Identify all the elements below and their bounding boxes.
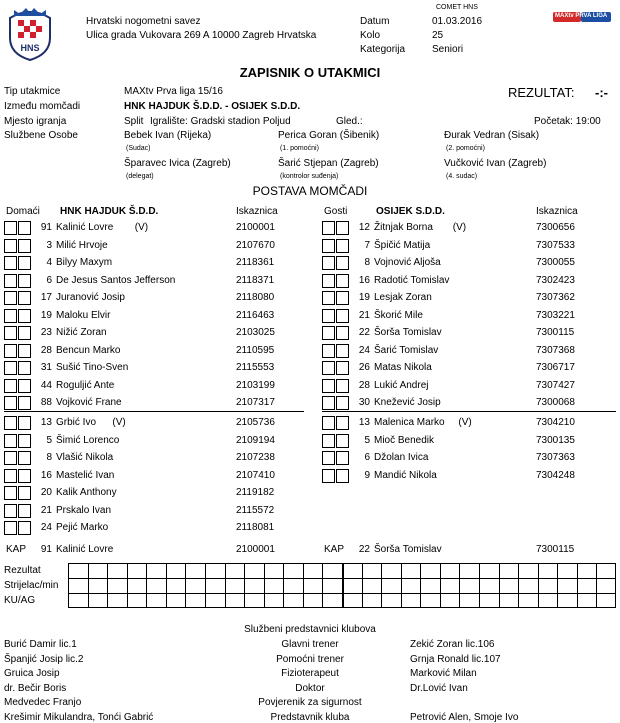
grid-column-line — [577, 563, 578, 608]
player-name: Milić Hrvoje — [56, 239, 108, 251]
player-id: 7300656 — [536, 222, 575, 233]
player-checkbox[interactable] — [4, 379, 17, 393]
player-name: Džolan Ivica — [374, 452, 429, 463]
player-name: Knežević Josip — [374, 397, 441, 408]
official-role: (delegat) — [126, 173, 154, 180]
away-representative: Grnja Ronald lic.107 — [410, 653, 501, 665]
official-role: (4. sudac) — [446, 173, 478, 180]
player-id: 7307427 — [536, 379, 575, 391]
player-number: 8 — [364, 257, 370, 268]
away-representative: Petrović Alen, Smoje Ivo — [410, 711, 519, 723]
player-number: 9 — [364, 469, 370, 481]
ground-value: Igralište: Gradski stadion Poljud — [150, 116, 291, 127]
player-id: 7307368 — [536, 344, 575, 356]
player-number: 23 — [40, 327, 52, 338]
player-checkbox[interactable] — [322, 451, 335, 465]
player-name: Lukić Andrej — [374, 379, 429, 391]
player-number: 4 — [46, 257, 52, 268]
grid-column-line — [88, 563, 89, 608]
away-representative: Marković Milan — [410, 668, 477, 679]
result-value: -:- — [595, 85, 608, 100]
player-number: 21 — [40, 504, 52, 516]
player-name: Mioč Benedik — [374, 434, 435, 446]
home-subs-divider — [4, 411, 304, 412]
club-reps-title: Službeni predstavnici klubova — [244, 624, 376, 635]
player-number: 44 — [40, 379, 52, 391]
player-checkbox[interactable] — [4, 326, 17, 340]
grid-column-line — [225, 563, 226, 608]
player-checkbox[interactable] — [322, 291, 335, 305]
grid-column-line — [303, 563, 304, 608]
player-name: Maloku Elvir — [56, 309, 111, 321]
federation-address: Ulica grada Vukovara 269 A 10000 Zagreb Hrvatska — [86, 30, 317, 41]
official-role: (1. pomoćni) — [280, 145, 319, 152]
player-name: Bilyy Maxym — [56, 257, 113, 268]
official-name: Šparavec Ivica (Zagreb) — [124, 158, 231, 169]
player-checkbox[interactable] — [4, 344, 17, 358]
player-name: Šorša Tomislav — [374, 327, 442, 338]
player-checkbox[interactable] — [322, 434, 335, 448]
player-checkbox[interactable] — [322, 361, 335, 375]
player-id: 7304210 — [536, 417, 575, 428]
player-id: 7300115 — [536, 327, 575, 338]
player-number: 6 — [364, 452, 370, 463]
result-label: REZULTAT: — [508, 85, 575, 100]
player-name: Prskalo Ivan — [56, 504, 112, 516]
player-checkbox[interactable] — [4, 434, 17, 448]
representative-role: Fizioterapeut — [281, 668, 339, 679]
grid-column-line — [362, 563, 363, 608]
player-number: 21 — [358, 309, 370, 321]
page-title: ZAPISNIK O UTAKMICI — [239, 65, 381, 80]
home-captain-name: Kalinić Lovre — [56, 544, 114, 555]
player-number: 28 — [40, 344, 52, 356]
grid-column-line — [518, 563, 519, 608]
player-checkbox[interactable] — [322, 256, 335, 270]
away-subs-divider — [322, 411, 616, 412]
player-id: 2118371 — [236, 274, 275, 286]
player-number: 3 — [46, 239, 52, 251]
official-role: (2. pomoćni) — [446, 145, 485, 152]
player-checkbox[interactable] — [4, 486, 17, 500]
representative-role: Glavni trener — [281, 639, 339, 650]
away-captain-id: 7300115 — [536, 544, 575, 555]
sponsor-text: MAXtv PRVA LIGA — [555, 13, 608, 19]
place-value: Split — [124, 116, 144, 127]
player-checkbox[interactable] — [322, 309, 335, 323]
player-id: 2107317 — [236, 397, 275, 408]
player-name: Špičić Matija — [374, 239, 431, 251]
cards-row-label: KU/AG — [4, 595, 36, 606]
officials-label: Službene Osobe — [4, 130, 78, 141]
player-name: Nižić Zoran — [56, 327, 107, 338]
match-type-label: Tip utakmice — [4, 86, 61, 97]
player-checkbox[interactable] — [322, 274, 335, 288]
player-number: 22 — [358, 327, 370, 338]
player-id: 7302423 — [536, 274, 575, 286]
home-representative: Medvedec Franjo — [4, 697, 82, 708]
player-number: 5 — [46, 434, 52, 446]
player-id: 2107410 — [236, 469, 275, 481]
grid-column-line — [342, 563, 344, 608]
category-value: Seniori — [432, 44, 464, 55]
category-label: Kategorija — [360, 44, 406, 55]
player-name: Malenica Marko — [374, 417, 445, 428]
home-captain-number: 91 — [40, 544, 52, 555]
player-number: 91 — [40, 222, 52, 233]
match-type-value: MAXtv Prva liga 15/16 — [124, 86, 223, 97]
player-name: Škorić Mile — [374, 309, 423, 321]
player-id: 2118081 — [236, 522, 275, 533]
player-number: 16 — [40, 469, 52, 481]
player-number: 28 — [358, 379, 370, 391]
grid-column-line — [596, 563, 597, 608]
player-checkbox[interactable] — [4, 361, 17, 375]
home-captain-label: KAP — [6, 544, 27, 555]
grid-column-line — [264, 563, 265, 608]
player-number: 5 — [364, 434, 370, 446]
grid-column-line — [185, 563, 186, 608]
grid-column-line — [166, 563, 167, 608]
player-checkbox[interactable] — [4, 416, 17, 430]
grid-column-line — [499, 563, 500, 608]
player-name: Bencun Marko — [56, 344, 121, 356]
player-id: 2109194 — [236, 434, 275, 446]
player-name: Kalinić Lovre — [56, 222, 114, 233]
grid-column-line — [440, 563, 441, 608]
player-id: 7307362 — [536, 292, 575, 303]
player-number: 12 — [358, 222, 370, 233]
player-name: Vojković Frane — [56, 397, 122, 408]
player-number: 24 — [40, 522, 52, 533]
player-checkbox[interactable] — [4, 221, 17, 235]
player-number: 13 — [40, 417, 52, 428]
kickoff-value: Početak: 19:00 — [534, 116, 601, 127]
date-value: 01.03.2016 — [432, 16, 483, 27]
player-number: 16 — [358, 274, 370, 286]
player-checkbox[interactable] — [322, 469, 335, 483]
player-id: 7307533 — [536, 239, 575, 251]
representative-role: Doktor — [295, 682, 325, 694]
away-id-header: Iskaznica — [536, 206, 578, 217]
grid-column-line — [283, 563, 284, 608]
home-id-header: Iskaznica — [236, 206, 278, 217]
federation-name: Hrvatski nogometni savez — [86, 16, 201, 27]
player-id: 2119182 — [236, 487, 275, 498]
scorer-row-label: Strijelac/min — [4, 580, 59, 591]
player-id: 2103199 — [236, 379, 275, 391]
away-captain-number: 22 — [358, 544, 370, 555]
grid-column-line — [107, 563, 108, 608]
player-number: 30 — [358, 397, 370, 408]
official-name: Šarić Stjepan (Zagreb) — [278, 158, 379, 169]
player-checkbox[interactable] — [4, 469, 17, 483]
player-checkbox[interactable] — [4, 396, 17, 410]
player-checkbox[interactable] — [322, 344, 335, 358]
player-id: 7300068 — [536, 397, 575, 408]
player-number: 19 — [358, 292, 370, 303]
player-checkbox[interactable] — [4, 504, 17, 518]
grid-column-line — [401, 563, 402, 608]
player-id: 7306717 — [536, 362, 575, 373]
player-checkbox[interactable] — [322, 239, 335, 253]
home-representative: Burić Damir lic.1 — [4, 639, 77, 650]
player-id: 7307363 — [536, 452, 575, 463]
grid-column-line — [420, 563, 421, 608]
goalkeeper-mark: (V) — [112, 417, 126, 428]
svg-text:HNS: HNS — [20, 43, 40, 53]
representative-role: Pomoćni trener — [276, 653, 344, 665]
teams-label: Između momčadi — [4, 101, 81, 112]
representative-role: Povjerenik za sigurnost — [258, 697, 362, 708]
official-name: Bebek Ivan (Rijeka) — [124, 130, 212, 141]
away-team-name: OSIJEK S.D.D. — [376, 206, 445, 217]
away-captain-label: KAP — [324, 544, 345, 555]
player-checkbox[interactable] — [4, 274, 17, 288]
player-name: De Jesus Santos Jefferson — [56, 274, 176, 286]
place-label: Mjesto igranja — [4, 116, 67, 127]
comet-label: COMET HNS — [436, 4, 478, 11]
player-name: Vlašić Nikola — [56, 452, 114, 463]
home-representative: Krešimir Mikulandra, Tonći Gabrić — [4, 711, 154, 723]
player-name: Pejić Marko — [56, 522, 109, 533]
player-id: 7304248 — [536, 469, 575, 481]
home-representative: dr. Bečir Boris — [4, 682, 67, 694]
player-name: Mastelić Ivan — [56, 469, 115, 481]
player-name: Žitnjak Borna — [374, 222, 433, 233]
grid-column-line — [381, 563, 382, 608]
official-name: Đurak Vedran (Sisak) — [444, 130, 540, 141]
player-checkbox[interactable] — [4, 239, 17, 253]
home-team-name: HNK HAJDUK Š.D.D. — [60, 206, 159, 217]
player-number: 7 — [364, 239, 370, 251]
goalkeeper-mark: (V) — [458, 417, 472, 428]
player-name: Juranović Josip — [56, 292, 125, 303]
player-name: Mandić Nikola — [374, 469, 437, 481]
grid-column-line — [205, 563, 206, 608]
player-checkbox[interactable] — [4, 256, 17, 270]
home-captain-id: 2100001 — [236, 544, 275, 555]
score-row-label: Rezultat — [4, 565, 41, 576]
date-label: Datum — [360, 16, 390, 27]
player-checkbox[interactable] — [322, 221, 335, 235]
player-number: 17 — [40, 292, 52, 303]
home-representative: Španjić Josip lic.2 — [4, 653, 84, 665]
player-name: Matas Nikola — [374, 362, 432, 373]
player-number: 20 — [40, 487, 52, 498]
player-number: 19 — [40, 309, 52, 321]
player-id: 2115572 — [236, 504, 275, 516]
player-id: 2116463 — [236, 309, 275, 321]
player-checkbox[interactable] — [322, 379, 335, 393]
official-role: (kontrolor suđenja) — [280, 173, 339, 180]
player-id: 2103025 — [236, 327, 275, 338]
official-role: (Sudac) — [126, 145, 151, 152]
home-representative: Gruica Josip — [4, 668, 60, 679]
grid-column-line — [538, 563, 539, 608]
player-number: 24 — [358, 344, 370, 356]
away-representative: Dr.Lović Ivan — [410, 682, 468, 694]
grid-column-line — [459, 563, 460, 608]
official-name: Vučković Ivan (Zagreb) — [444, 158, 547, 169]
goalkeeper-mark: (V) — [134, 222, 149, 233]
maxtv-league-logo — [553, 10, 613, 24]
grid-column-line — [557, 563, 558, 608]
away-representative: Zekić Zoran lic.106 — [410, 639, 495, 650]
player-id: 7300135 — [536, 434, 575, 446]
player-id: 2115553 — [236, 362, 275, 373]
player-id: 2100001 — [236, 222, 275, 233]
grid-column-line — [127, 563, 128, 608]
player-name: Sušić Tino-Sven — [56, 362, 129, 373]
player-name: Grbić Ivo — [56, 417, 97, 428]
player-number: 26 — [358, 362, 370, 373]
player-id: 2105736 — [236, 417, 275, 428]
player-checkbox[interactable] — [322, 396, 335, 410]
round-label: Kolo — [360, 30, 381, 41]
grid-column-line — [479, 563, 480, 608]
player-number: 6 — [46, 274, 52, 286]
player-number: 13 — [358, 417, 370, 428]
player-name: Vojnović Aljoša — [374, 257, 441, 268]
player-checkbox[interactable] — [322, 326, 335, 340]
grid-column-line — [146, 563, 147, 608]
player-name: Lesjak Zoran — [374, 292, 432, 303]
player-name: Šarić Tomislav — [374, 344, 439, 356]
player-checkbox[interactable] — [4, 291, 17, 305]
hns-crest-logo — [6, 4, 54, 65]
player-id: 7300055 — [536, 257, 575, 268]
away-side-label: Gosti — [324, 206, 348, 217]
spectators-label: Gled.: — [336, 116, 363, 127]
round-value: 25 — [432, 30, 444, 41]
player-number: 8 — [46, 452, 52, 463]
player-name: Kalik Anthony — [56, 487, 117, 498]
away-captain-name: Šorša Tomislav — [374, 544, 442, 555]
player-name: Roguljić Ante — [56, 379, 115, 391]
home-side-label: Domaći — [6, 206, 40, 217]
player-number: 88 — [40, 397, 52, 408]
player-checkbox[interactable] — [4, 309, 17, 323]
player-id: 2118361 — [236, 257, 275, 268]
player-id: 2118080 — [236, 292, 275, 303]
lineup-title: POSTAVA MOMČADI — [252, 184, 368, 198]
player-name: Šimić Lorenco — [56, 434, 120, 446]
representative-role: Predstavnik kluba — [270, 711, 350, 723]
player-id: 2107238 — [236, 452, 275, 463]
goalkeeper-mark: (V) — [452, 222, 467, 233]
player-id: 7303221 — [536, 309, 575, 321]
player-id: 2110595 — [236, 344, 275, 356]
grid-column-line — [244, 563, 245, 608]
player-checkbox[interactable] — [4, 521, 17, 535]
grid-column-line — [322, 563, 323, 608]
player-number: 31 — [40, 362, 52, 373]
player-name: Radotić Tomislav — [374, 274, 450, 286]
player-checkbox[interactable] — [322, 416, 335, 430]
player-checkbox[interactable] — [4, 451, 17, 465]
player-id: 2107670 — [236, 239, 275, 251]
official-name: Perica Goran (Šibenik) — [278, 130, 380, 141]
teams-value: HNK HAJDUK Š.D.D. - OSIJEK S.D.D. — [124, 101, 301, 112]
